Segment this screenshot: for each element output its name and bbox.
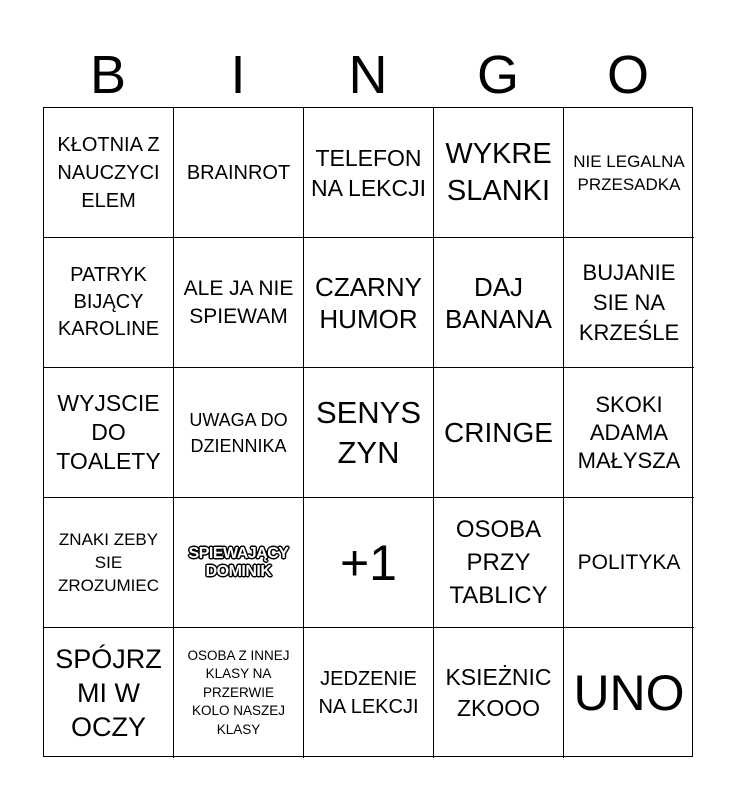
bingo-cell[interactable] bbox=[44, 628, 174, 758]
cell-text: WYKRESLANKI bbox=[445, 137, 552, 207]
bingo-cell[interactable] bbox=[174, 498, 304, 628]
bingo-cell[interactable] bbox=[434, 108, 564, 238]
cell-text: CZARNY HUMOR bbox=[315, 271, 422, 334]
cell-text: KŁOTNIA Z NAUCZYCIELEM bbox=[57, 133, 160, 212]
bingo-cell[interactable] bbox=[564, 628, 694, 758]
bingo-cell[interactable] bbox=[304, 498, 434, 628]
bingo-cell[interactable] bbox=[44, 238, 174, 368]
bingo-cell[interactable] bbox=[44, 368, 174, 498]
cell-text: PATRYK BIJĄCY KAROLINE bbox=[57, 264, 160, 340]
cell-text: KSIEŻNICZKOOO bbox=[445, 664, 552, 721]
bingo-cell[interactable] bbox=[174, 238, 304, 368]
bingo-cell[interactable] bbox=[174, 628, 304, 758]
cell-text: WYJSCIE DO TOALETY bbox=[56, 390, 161, 474]
bingo-cell[interactable] bbox=[44, 108, 174, 238]
bingo-cell[interactable] bbox=[44, 498, 174, 628]
cell-text: +1 bbox=[339, 534, 397, 591]
bingo-card bbox=[43, 107, 693, 757]
bingo-cell[interactable] bbox=[174, 368, 304, 498]
bingo-cell[interactable] bbox=[434, 238, 564, 368]
header-letter-b: B bbox=[89, 45, 127, 105]
cell-text: DAJ BANANA bbox=[445, 271, 552, 334]
cell-text: TELEFON NA LEKCJI bbox=[310, 144, 427, 201]
cell-text: SPIEWAJĄCY DOMINIK bbox=[188, 544, 289, 580]
header-letter-g: G bbox=[476, 45, 519, 105]
cell-text: UWAGA DO DZIENNIKA bbox=[189, 409, 288, 456]
bingo-cell[interactable] bbox=[304, 628, 434, 758]
bingo-cell[interactable] bbox=[564, 368, 694, 498]
cell-text: SENYSZYN bbox=[315, 394, 422, 470]
cell-text: SPÓJRZ MI W OCZY bbox=[55, 644, 162, 742]
header-letter-n: N bbox=[348, 45, 388, 105]
bingo-cell[interactable] bbox=[434, 368, 564, 498]
cell-text: BRAINROT bbox=[186, 161, 291, 184]
bingo-cell[interactable] bbox=[304, 238, 434, 368]
cell-text: ALE JA NIE SPIEWAM bbox=[183, 276, 294, 328]
header-letter-o: O bbox=[606, 45, 649, 105]
cell-text: JEDZENIE NA LEKCJI bbox=[318, 668, 419, 718]
bingo-cell[interactable] bbox=[304, 368, 434, 498]
cell-text: SKOKI ADAMA MAŁYSZA bbox=[577, 391, 681, 473]
cell-text: BUJANIE SIE NA KRZEŚLE bbox=[578, 259, 680, 345]
bingo-cell[interactable] bbox=[174, 108, 304, 238]
bingo-cell[interactable] bbox=[434, 498, 564, 628]
bingo-cell[interactable] bbox=[564, 108, 694, 238]
bingo-cell[interactable] bbox=[304, 108, 434, 238]
cell-text: CRINGE bbox=[444, 416, 553, 448]
cell-text: OSOBA PRZY TABLICY bbox=[449, 516, 548, 609]
cell-text: OSOBA Z INNEJ KLASY NA PRZERWIE KOLO NASZEJ KLASY bbox=[187, 647, 290, 737]
bingo-cell[interactable] bbox=[564, 238, 694, 368]
header-letter-i: I bbox=[230, 45, 246, 105]
cell-text: ZNAKI ZEBY SIE ZROZUMIEC bbox=[57, 530, 160, 595]
bingo-header bbox=[43, 42, 693, 108]
cell-text: POLITYKA bbox=[577, 550, 681, 574]
bingo-cell[interactable] bbox=[434, 628, 564, 758]
bingo-cell[interactable] bbox=[564, 498, 694, 628]
cell-text: UNO bbox=[573, 665, 685, 721]
cell-text: NIE LEGALNA PRZESADKA bbox=[573, 151, 685, 194]
